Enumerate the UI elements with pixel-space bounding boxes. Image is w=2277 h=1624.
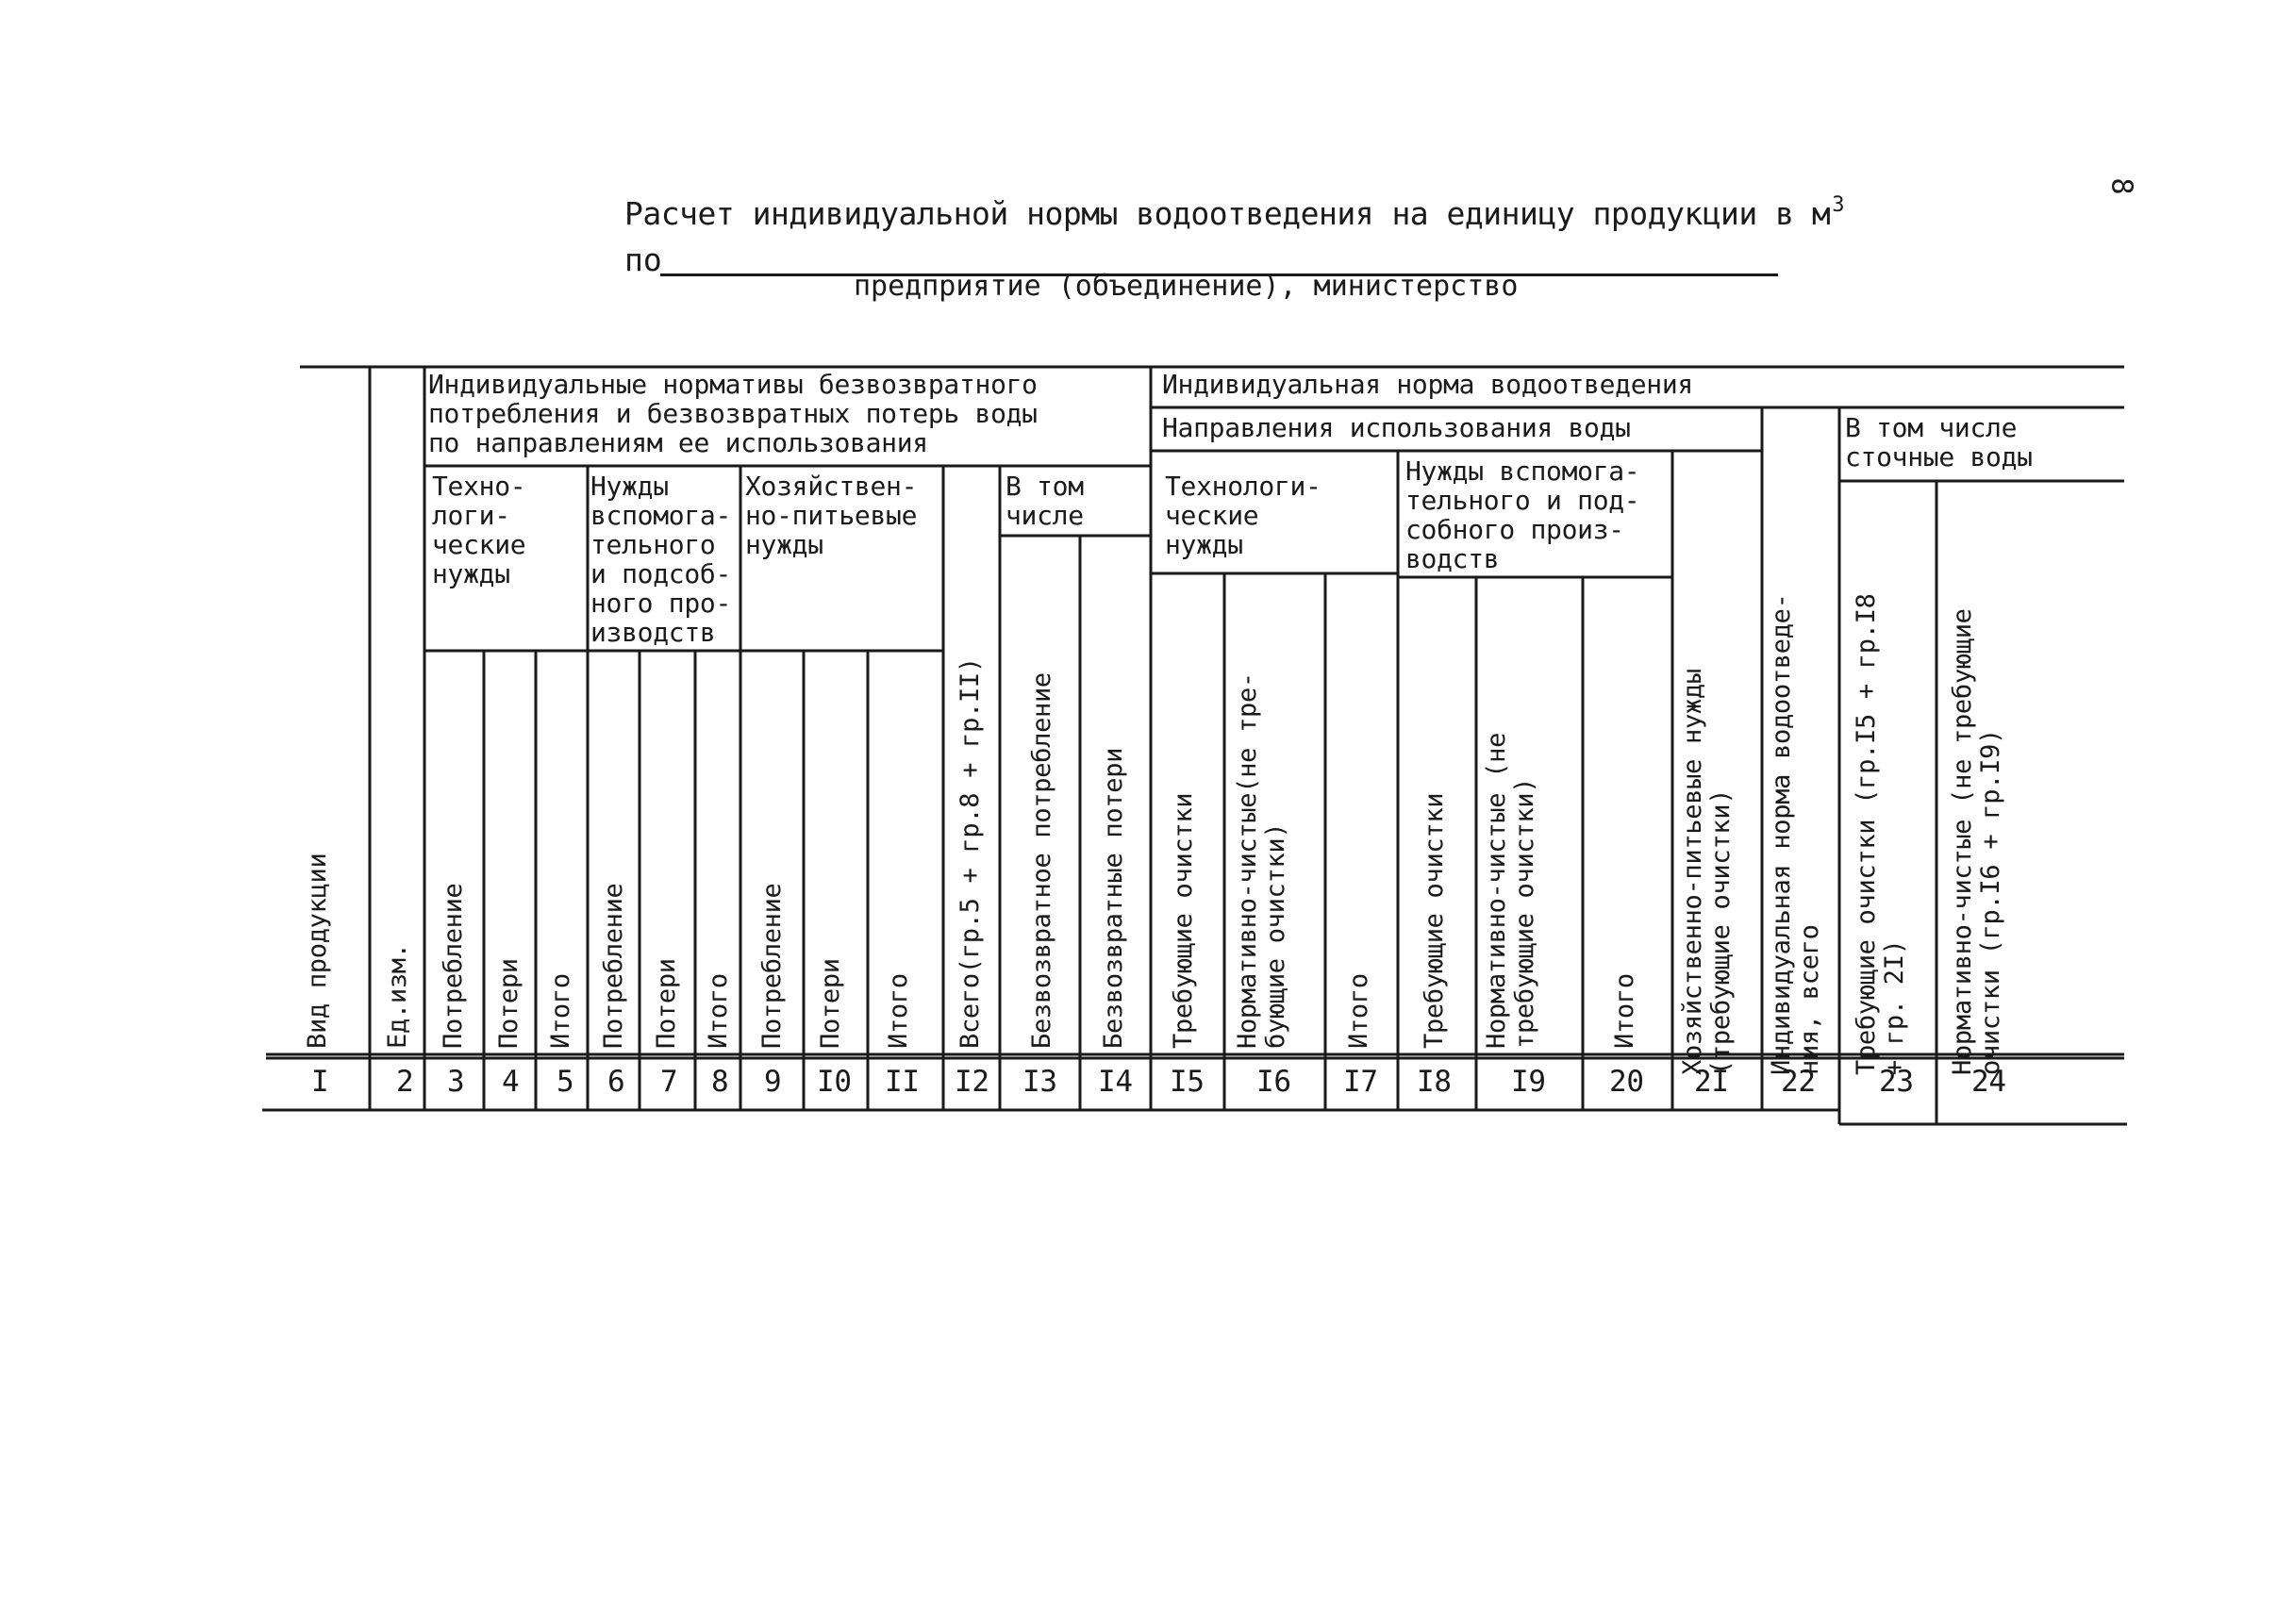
col-10-losses: Потери (816, 958, 845, 1049)
col-15-treatment-required: Требующие очистки (1169, 792, 1198, 1049)
col-number: 2 (396, 1065, 414, 1099)
col-4-losses: Потери (494, 958, 524, 1049)
col-number: 3 (447, 1065, 465, 1099)
col-19-normative-clean: Нормативно-чистые (не требующие очистки) (1482, 732, 1539, 1049)
col-23-treatment-required: Требующие очистки (гр.I5 + гр.I8 + гр. 2I) (1852, 593, 1909, 1075)
col-number: I4 (1098, 1065, 1133, 1099)
col-17-total: Итого (1344, 973, 1373, 1049)
col-number: 24 (1971, 1065, 2006, 1099)
col-3-consumption: Потребление (439, 883, 468, 1049)
col-number: 6 (607, 1065, 625, 1099)
col-21-household: Хозяйственно-питьевые нужды (требующие очистки) (1678, 669, 1736, 1075)
header-including-b: В том числе сточные воды (1845, 412, 2033, 472)
col-12-grand-total: Всего(гр.5 + гр.8 + гр.II) (956, 657, 985, 1049)
col-number: 2I (1694, 1065, 1729, 1099)
col-number: 9 (764, 1065, 782, 1099)
col-number: 4 (502, 1065, 520, 1099)
group-header-nonreturnable: Индивидуальные нормативы безвозвратного потребления и безвозвратных потерь воды по направлениям ее использования (428, 369, 1038, 458)
document-title: Расчет индивидуальной нормы водоотведения на единицу продукции в $м^3$ (624, 193, 1845, 232)
col-14-nonreturn-losses: Безвозвратные потери (1099, 747, 1128, 1049)
col-number: 7 (660, 1065, 678, 1099)
col-product-type: Вид продукции (303, 853, 332, 1049)
col-16-normative-clean: Нормативно-чистые(не тре- бующие очистки) (1233, 672, 1290, 1049)
col-number: II (885, 1065, 920, 1099)
col-number: I (311, 1065, 329, 1099)
col-6-consumption: Потребление (599, 883, 628, 1049)
col-number: 23 (1879, 1065, 1914, 1099)
enterprise-caption: предприятие (объединение), министерство (854, 270, 1519, 303)
group-header-discharge-norm: Индивидуальная норма водоотведения (1162, 369, 1693, 400)
header-aux-needs-b: Нужды вспомога- тельного и под- собного произ- водств (1405, 456, 1640, 574)
col-24-normative-clean: Нормативно-чистые (не требующие очистки (гр.I6 + гр.I9) (1948, 608, 2005, 1075)
col-number: I6 (1256, 1065, 1291, 1099)
col-18-treatment-required: Требующие очистки (1420, 792, 1449, 1049)
col-number: I8 (1417, 1065, 1452, 1099)
header-including-a: В том числе (1006, 471, 1084, 531)
col-number: 8 (711, 1065, 729, 1099)
col-number: 22 (1781, 1065, 1816, 1099)
col-number: 5 (557, 1065, 574, 1099)
header-tech-needs-b: Технологи- ческие нужды (1165, 471, 1321, 560)
col-7-losses: Потери (652, 958, 681, 1049)
col-number: I9 (1511, 1065, 1546, 1099)
col-5-total: Итого (546, 973, 575, 1049)
col-13-nonreturn-consumption: Безвозвратное потребление (1027, 672, 1056, 1049)
col-number: I3 (1022, 1065, 1057, 1099)
col-20-total: Итого (1610, 973, 1639, 1049)
col-9-consumption: Потребление (757, 883, 787, 1049)
group-header-water-directions: Направления использования воды (1162, 412, 1631, 443)
col-8-total: Итого (704, 973, 733, 1049)
col-number: I2 (955, 1065, 989, 1099)
col-number: I0 (817, 1065, 852, 1099)
header-aux-needs: Нужды вспомога- тельного и подсоб- ного про- изводств (590, 471, 732, 648)
col-unit: Ед.изм. (383, 943, 412, 1049)
col-number: I7 (1343, 1065, 1378, 1099)
col-22-norm-total: Индивидуальная норма водоотведе- ния, всего (1767, 593, 1824, 1075)
col-number: 20 (1609, 1065, 1644, 1099)
header-household-needs: Хозяйствен- но-питьевые нужды (745, 471, 918, 560)
col-number: I5 (1170, 1065, 1205, 1099)
page-number: 8 (2104, 177, 2138, 195)
po-label: по (624, 241, 662, 278)
col-11-total: Итого (884, 973, 913, 1049)
header-tech-needs: Техно- логи- ческие нужды (432, 471, 526, 589)
